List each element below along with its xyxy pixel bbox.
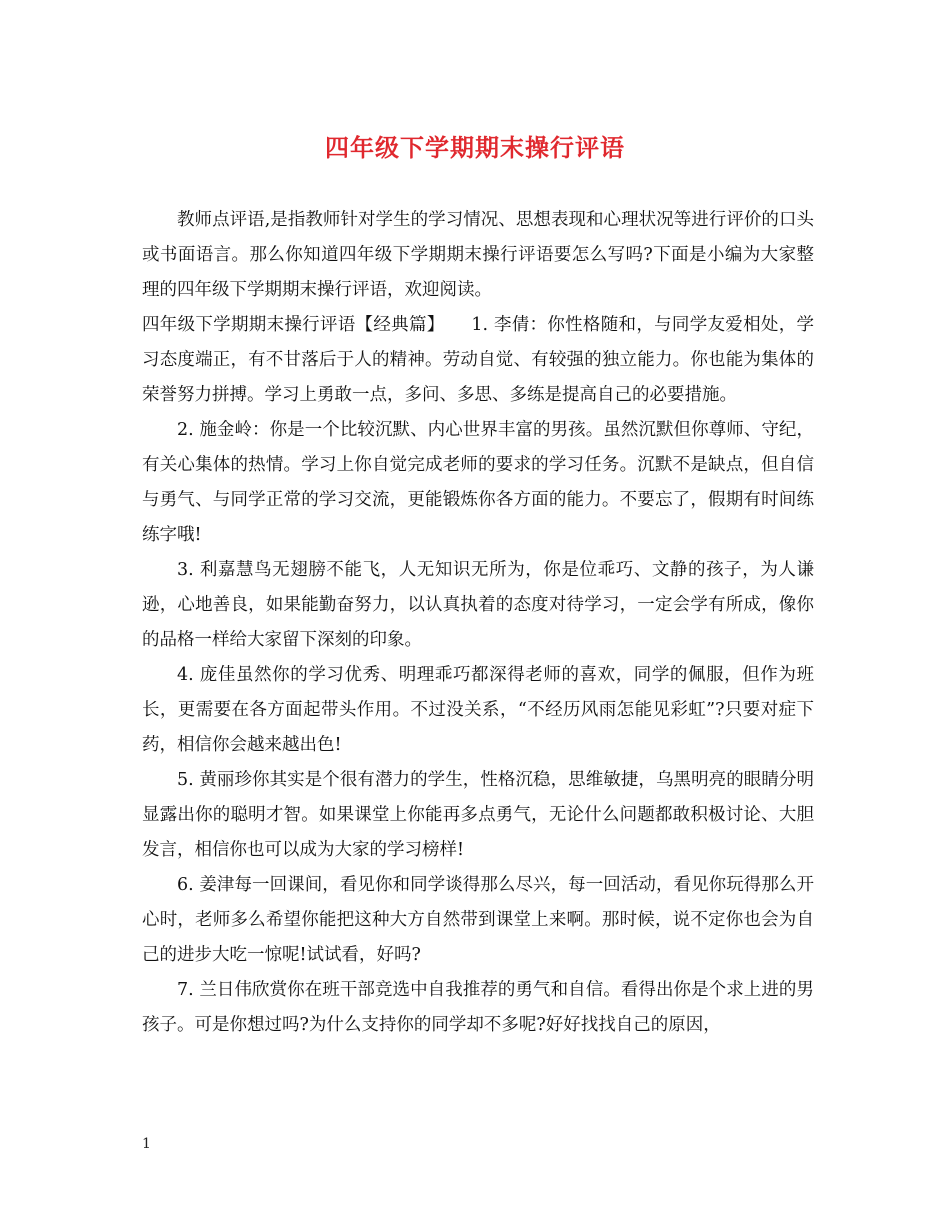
paragraph-comment-4: 4. 庞佳虽然你的学习优秀、明理乖巧都深得老师的喜欢，同学的佩服，但作为班长，更需要在各方面起带头作用。不过没关系，“不经历风雨怎能见彩虹”?只要对症下药，相信你会越来越出色!	[142, 665, 814, 755]
page-number: 1	[142, 1136, 151, 1152]
paragraph-comment-1: 四年级下学期期末操行评语【经典篇】 1. 李倩：你性格随和，与同学友爱相处，学习态度端正，有不甘落后于人的精神。劳动自觉、有较强的独立能力。你也能为集体的荣誉努力拼搏。学习上勇敢一点，多问、多思、多练是提高自己的必要措施。	[142, 315, 814, 405]
paragraph-comment-2: 2. 施金岭：你是一个比较沉默、内心世界丰富的男孩。虽然沉默但你尊师、守纪，有关心集体的热情。学习上你自觉完成老师的要求的学习任务。沉默不是缺点，但自信与勇气、与同学正常的学习交流，更能锻炼你各方面的能力。不要忘了，假期有时间练练字哦!	[142, 420, 814, 545]
paragraph-comment-5: 5. 黄丽珍你其实是个很有潜力的学生，性格沉稳，思维敏捷，乌黑明亮的眼睛分明显露出你的聪明才智。如果课堂上你能再多点勇气，无论什么问题都敢积极讨论、大胆发言，相信你也可以成为大家的学习榜样!	[142, 770, 814, 860]
document-title: 四年级下学期期末操行评语	[325, 133, 625, 162]
document-body	[142, 203, 814, 1043]
paragraph-comment-3: 3. 利嘉慧鸟无翅膀不能飞，人无知识无所为，你是位乖巧、文静的孩子，为人谦逊，心地善良，如果能勤奋努力，以认真执着的态度对待学习，一定会学有所成，像你的品格一样给大家留下深刻的印象。	[142, 560, 814, 650]
paragraph-comment-6: 6. 姜津每一回课间，看见你和同学谈得那么尽兴，每一回活动，看见你玩得那么开心时，老师多么希望你能把这种大方自然带到课堂上来啊。那时候，说不定你也会为自己的进步大吃一惊呢!试试看，好吗?	[142, 875, 814, 965]
paragraph-comment-7: 7. 兰日伟欣赏你在班干部竞选中自我推荐的勇气和自信。看得出你是个求上进的男孩子。可是你想过吗?为什么支持你的同学却不多呢?好好找找自己的原因，	[142, 980, 814, 1035]
paragraph-intro: 教师点评语,是指教师针对学生的学习情况、思想表现和心理状况等进行评价的口头或书面语言。那么你知道四年级下学期期末操行评语要怎么写吗?下面是小编为大家整理的四年级下学期期末操行评语，欢迎阅读。	[142, 210, 814, 300]
